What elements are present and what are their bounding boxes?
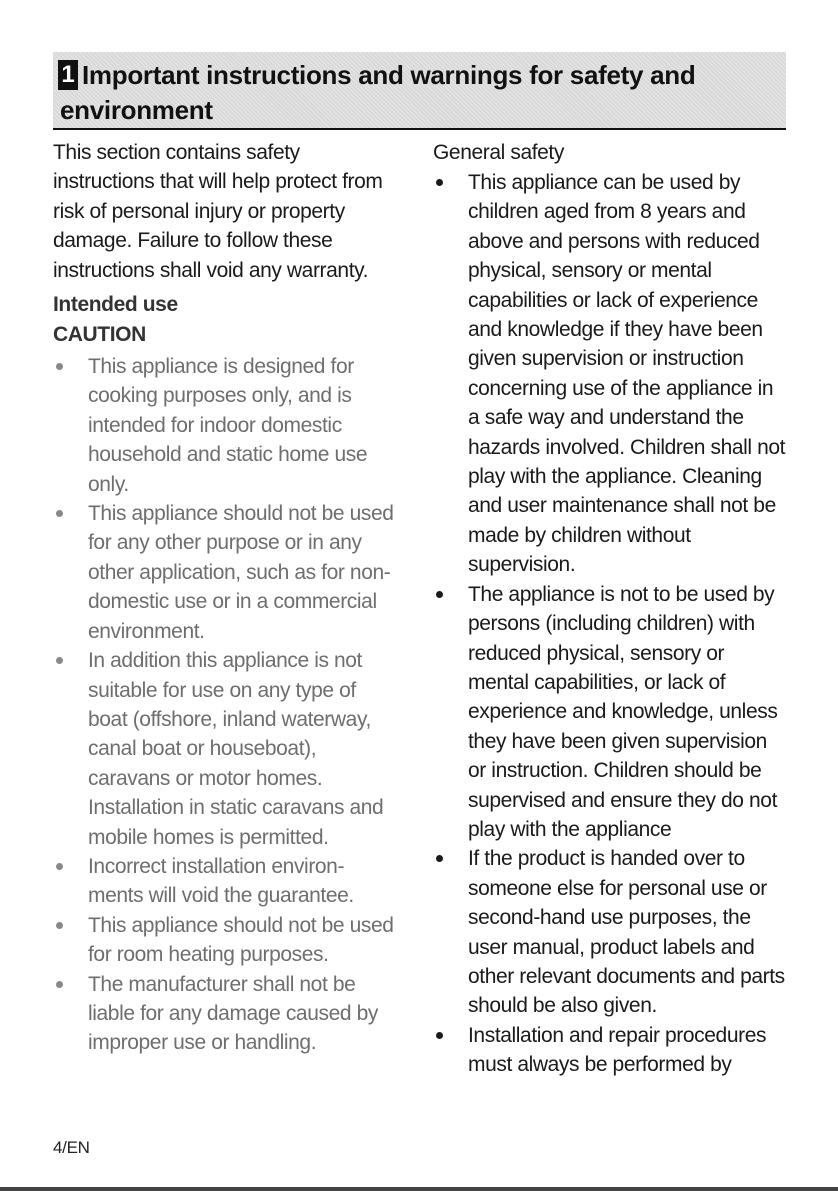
section-number-badge: 1 (58, 60, 78, 90)
intended-use-list (53, 352, 398, 1058)
caution-label: CAUTION (53, 323, 146, 347)
list-item: In addition this appliance is not suitable for use on any type of boat (offshore, inland waterway, canal boat or houseboat), caravans or motor homes. Installation in static caravans and mobile homes is permitted. (53, 646, 398, 852)
general-safety-heading: General safety (433, 141, 564, 164)
left-column (53, 138, 398, 1058)
header-divider (53, 128, 786, 130)
section-title: Important instructions and warnings for safety and environment (60, 60, 696, 125)
list-item: The appliance is not to be used by persons (including children) with reduced physical, sensory or mental capabilities, or lack of experience and knowledge, unless they have been given supervision or instruction. Children should be supervised and ensure they do not play with the appliance (433, 580, 788, 845)
list-item: This appliance should not be used for any other purpose or in any other application, such as for non-domestic use or in a commercial environment. (53, 499, 398, 646)
list-item: Installation and repair procedures must always be performed by (433, 1021, 788, 1080)
list-item: If the product is handed over to someone else for personal use or second-hand use purposes, the user manual, product labels and other relevant documents and parts should be also given. (433, 844, 788, 1020)
right-column (433, 138, 788, 1080)
general-safety-list (433, 168, 788, 1080)
list-item: This appliance is designed for cooking purposes only, and is intended for indoor domestic household and static home use only. (53, 352, 398, 499)
page-number: 4/EN (53, 1138, 90, 1157)
list-item: This appliance can be used by children aged from 8 years and above and persons with reduced physical, sensory or mental capabilities or lack of experience and knowledge if they have been given supervision or instruction concerning use of the appliance in a safe way and understand the hazards involved. Children shall not play with the appliance. Cleaning and user maintenance shall not be made by children without supervision. (433, 168, 788, 580)
footer-divider (0, 1187, 838, 1191)
intended-use-heading: Intended use (53, 293, 178, 317)
list-item: The manufacturer shall not be liable for any damage caused by improper use or handling. (53, 970, 398, 1058)
list-item: This appliance should not be used for room heating purposes. (53, 911, 398, 970)
intro-paragraph: This section contains safety instructions that will help protect from risk of personal injury or property damage. Failure to follow these instructions shall void any warranty. (53, 141, 383, 282)
list-item: Incorrect installation environ-ments will void the guarantee. (53, 852, 398, 911)
